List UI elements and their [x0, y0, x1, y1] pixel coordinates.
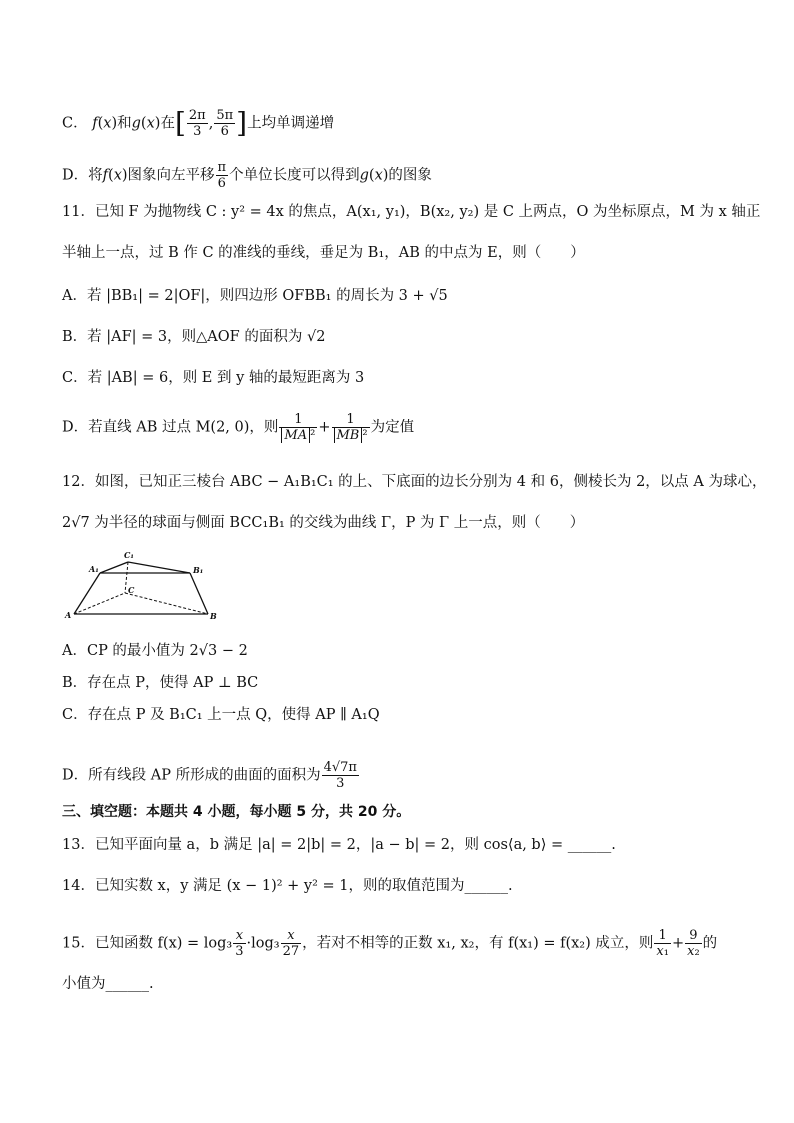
- question-text: 15．已知函数 f(x) = log₃: [62, 935, 233, 952]
- option-text: 图象向左平移: [127, 167, 215, 184]
- q12-option-a: A．CP 的最小值为 2√3 − 2: [62, 643, 248, 659]
- fraction: $\frac{1}{\text{x₁}}$: [656, 928, 669, 959]
- label-c: C: [128, 585, 135, 595]
- q15-line1: 15．已知函数 f(x) = log₃ $\frac{x}{3}$ ·log₃ $\frac{x}{27}$ ，若对不相等的正数 x₁, x₂，有 f(x₁) = f(x₂) 成立，则 $\frac{1}{\text{x₁}}$ + $\frac{9}{\text{x₂}}$ 的: [62, 928, 718, 959]
- q10-option-d: D．将f(x)图象向左平移 $\frac{\pi}{6}$ 个单位长度可以得到g(x)的图象: [62, 160, 432, 191]
- label-b: B: [210, 611, 217, 621]
- q11-stem-line2: 半轴上一点，过 B 作 C 的准线的垂线，垂足为 B₁，AB 的中点为 E，则（ ）: [62, 245, 585, 261]
- option-text: D．若直线 AB 过点 M(2, 0)，则: [62, 419, 279, 436]
- option-text: 和: [117, 115, 132, 132]
- q11-stem-line1: 11．已知 F 为抛物线 C : y² = 4x 的焦点，A(x₁, y₁)，B(x₂, y₂) 是 C 上两点，O 为坐标原点，M 为 x 轴正: [62, 204, 761, 220]
- q12-stem-line1: 12．如图，已知正三棱台 ABC − A₁B₁C₁ 的上、下底面的边长分别为 4 和 6，侧棱长为 2，以点 A 为球心，: [62, 474, 767, 490]
- fraction: $\frac{1}{\text{MB ²}}$: [332, 412, 370, 443]
- label-b1: B₁: [193, 565, 204, 575]
- question-text: ，若对不相等的正数 x₁, x₂，有 f(x₁) = f(x₂) 成立，则: [302, 935, 654, 952]
- q11-option-d: D．若直线 AB 过点 M(2, 0)，则 $\frac{1}{\text{MA ²}}$ + $\frac{1}{\text{MB ²}}$ 为定值: [62, 412, 415, 443]
- q12-option-b: B．存在点 P，使得 AP ⊥ BC: [62, 675, 259, 691]
- option-text: 上均单调递增: [247, 115, 335, 132]
- q11-option-a: A．若 |BB₁| = 2|OF|，则四边形 OFBB₁ 的周长为 3 + √5: [62, 288, 448, 304]
- option-text: D．所有线段 AP 所形成的曲面的面积为: [62, 767, 321, 784]
- option-text: 为定值: [370, 419, 415, 436]
- q11-option-c: C．若 |AB| = 6，则 E 到 y 轴的最短距离为 3: [62, 370, 365, 386]
- q12-option-d: [62, 760, 360, 791]
- edge-bb1: [190, 573, 208, 614]
- fraction: $\frac{9}{\text{x₂}}$: [687, 928, 700, 959]
- q12-stem-line2: 2√7 为半径的球面与侧面 BCC₁B₁ 的交线为曲线 Γ，P 为 Γ 上一点，则（ ）: [62, 515, 585, 531]
- q14: 14．已知实数 x，y 满足 (x − 1)² + y² = 1，则的取值范围为______.: [62, 878, 513, 894]
- label-a1: A₁: [89, 564, 99, 574]
- label-c1: C₁: [124, 550, 134, 560]
- q13: 13．已知平面向量 a，b 满足 |a| = 2|b| = 2，|a − b| = 2，则 cos⟨a, b⟩ = ______.: [62, 837, 616, 853]
- option-label: C．: [62, 115, 88, 132]
- frustum-figure: [62, 543, 222, 623]
- option-text: 的图象: [388, 167, 432, 184]
- edge-a1c1: [100, 562, 128, 573]
- q12-option-c: C．存在点 P 及 B₁C₁ 上一点 Q，使得 AP ∥ A₁Q: [62, 707, 380, 723]
- edge-c1b1: [128, 562, 190, 573]
- edge-cb-hidden: [125, 593, 208, 614]
- edge-aa1: [74, 573, 100, 614]
- question-text: 的: [702, 935, 718, 952]
- fraction: $\frac{2\pi}{3}$: [188, 108, 206, 139]
- edge-ac-hidden: [74, 593, 125, 614]
- option-label: D．将: [62, 167, 103, 184]
- section-heading: 三、填空题：本题共 4 小题，每小题 5 分，共 20 分。: [62, 804, 411, 820]
- fraction: $\frac{x}{3}$: [235, 928, 244, 959]
- option-text: 个单位长度可以得到: [229, 167, 360, 184]
- q15-line2: 小值为______.: [62, 976, 154, 992]
- q10-option-c: C． f(x)和g(x)在[ $\frac{2\pi}{3}$ , $\frac{5\pi}{6}$ ]上均单调递增: [62, 106, 335, 140]
- fraction: $\frac{\pi}{6}$: [217, 160, 227, 191]
- fraction: $\frac{4√7\pi}{3}$: [323, 760, 357, 791]
- label-a: A: [65, 610, 72, 620]
- fraction: $\frac{x}{27}$: [282, 928, 300, 959]
- q11-option-b: B．若 |AF| = 3，则△AOF 的面积为 √2: [62, 329, 326, 345]
- fraction: $\frac{5\pi}{6}$: [216, 108, 234, 139]
- fraction: $\frac{1}{\text{MA ²}}$: [279, 412, 317, 443]
